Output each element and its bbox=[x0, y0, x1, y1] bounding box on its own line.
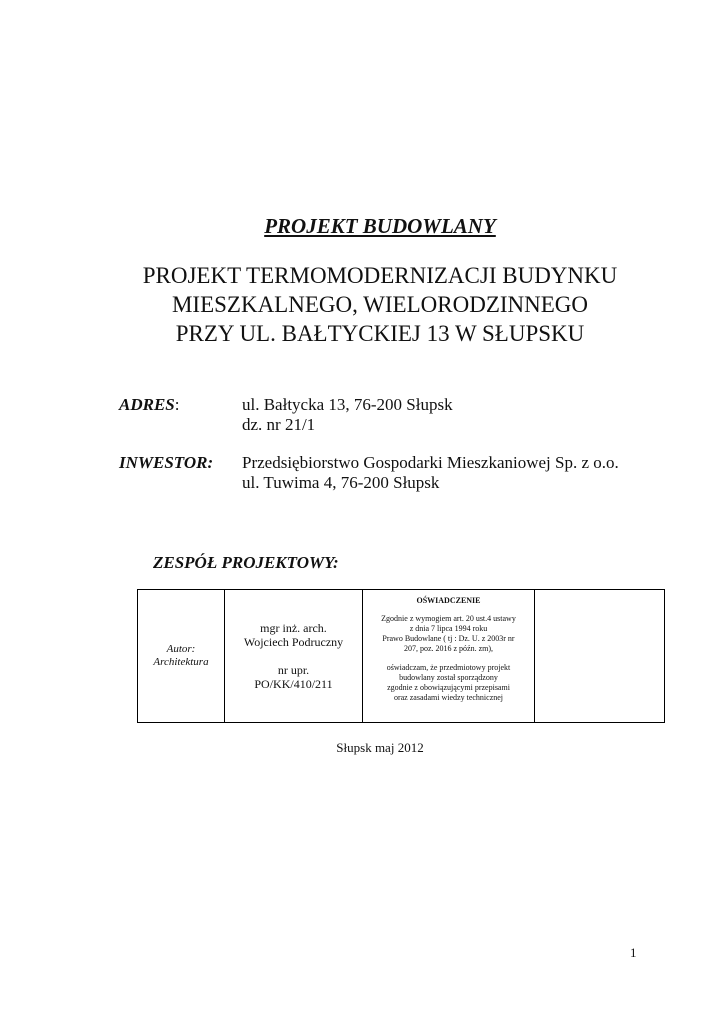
statement-line: 207, poz. 2016 z późn. zm), bbox=[403, 644, 494, 653]
statement-line: zgodnie z obowiązującymi przepisami bbox=[387, 683, 510, 692]
statement-cell bbox=[363, 590, 535, 723]
address-label-text: ADRES bbox=[119, 395, 175, 414]
address-line: ul. Bałtycka 13, 76-200 Słupsk bbox=[242, 395, 453, 414]
project-title-line: PRZY UL. BAŁTYCKIEJ 13 W SŁUPSKU bbox=[175, 321, 585, 346]
investor-value bbox=[242, 453, 619, 493]
project-title-line: PROJEKT TERMOMODERNIZACJI BUDYNKU bbox=[142, 263, 618, 288]
address-label bbox=[119, 395, 179, 415]
statement-line: Zgodnie z wymogiem art. 20 ust.4 ustawy bbox=[381, 614, 516, 623]
investor-line: Przedsiębiorstwo Gospodarki Mieszkaniowej Sp. z o.o. bbox=[242, 453, 619, 472]
designer-title: mgr inż. arch. bbox=[260, 621, 327, 635]
statement-line: Prawo Budowlane ( tj : Dz. U. z 2003r nr bbox=[382, 634, 515, 643]
license-label: nr upr. bbox=[277, 663, 310, 677]
team-heading: ZESPÓŁ PROJEKTOWY: bbox=[153, 553, 339, 572]
statement-title: OŚWIADCZENIE bbox=[416, 596, 481, 605]
address-value bbox=[242, 395, 453, 435]
place-date: Słupsk maj 2012 bbox=[336, 740, 424, 755]
role-cell bbox=[138, 590, 225, 723]
design-team-table bbox=[137, 589, 665, 723]
license-number: PO/KK/410/211 bbox=[254, 677, 333, 691]
role-line: Architektura bbox=[153, 656, 209, 668]
page-number: 1 bbox=[630, 945, 637, 960]
statement-line: oraz zasadami wiedzy technicznej bbox=[393, 693, 504, 702]
investor-line: ul. Tuwima 4, 76-200 Słupsk bbox=[242, 473, 440, 492]
project-title bbox=[0, 261, 724, 348]
statement-line: budowlany został sporządzony bbox=[399, 673, 498, 682]
document-heading: PROJEKT BUDOWLANY bbox=[264, 214, 496, 238]
statement-line: oświadczam, że przedmiotowy projekt bbox=[386, 663, 511, 672]
statement-line: z dnia 7 lipca 1994 roku bbox=[409, 624, 488, 633]
designer-cell bbox=[225, 590, 363, 723]
table-row bbox=[138, 590, 665, 723]
role-line: Autor: bbox=[166, 643, 196, 655]
address-label-colon: : bbox=[174, 395, 180, 414]
address-line: dz. nr 21/1 bbox=[242, 415, 316, 434]
signature-cell bbox=[535, 590, 665, 723]
project-title-line: MIESZKALNEGO, WIELORODZINNEGO bbox=[171, 292, 589, 317]
designer-name: Wojciech Podruczny bbox=[243, 635, 344, 649]
investor-label: INWESTOR: bbox=[119, 453, 214, 472]
